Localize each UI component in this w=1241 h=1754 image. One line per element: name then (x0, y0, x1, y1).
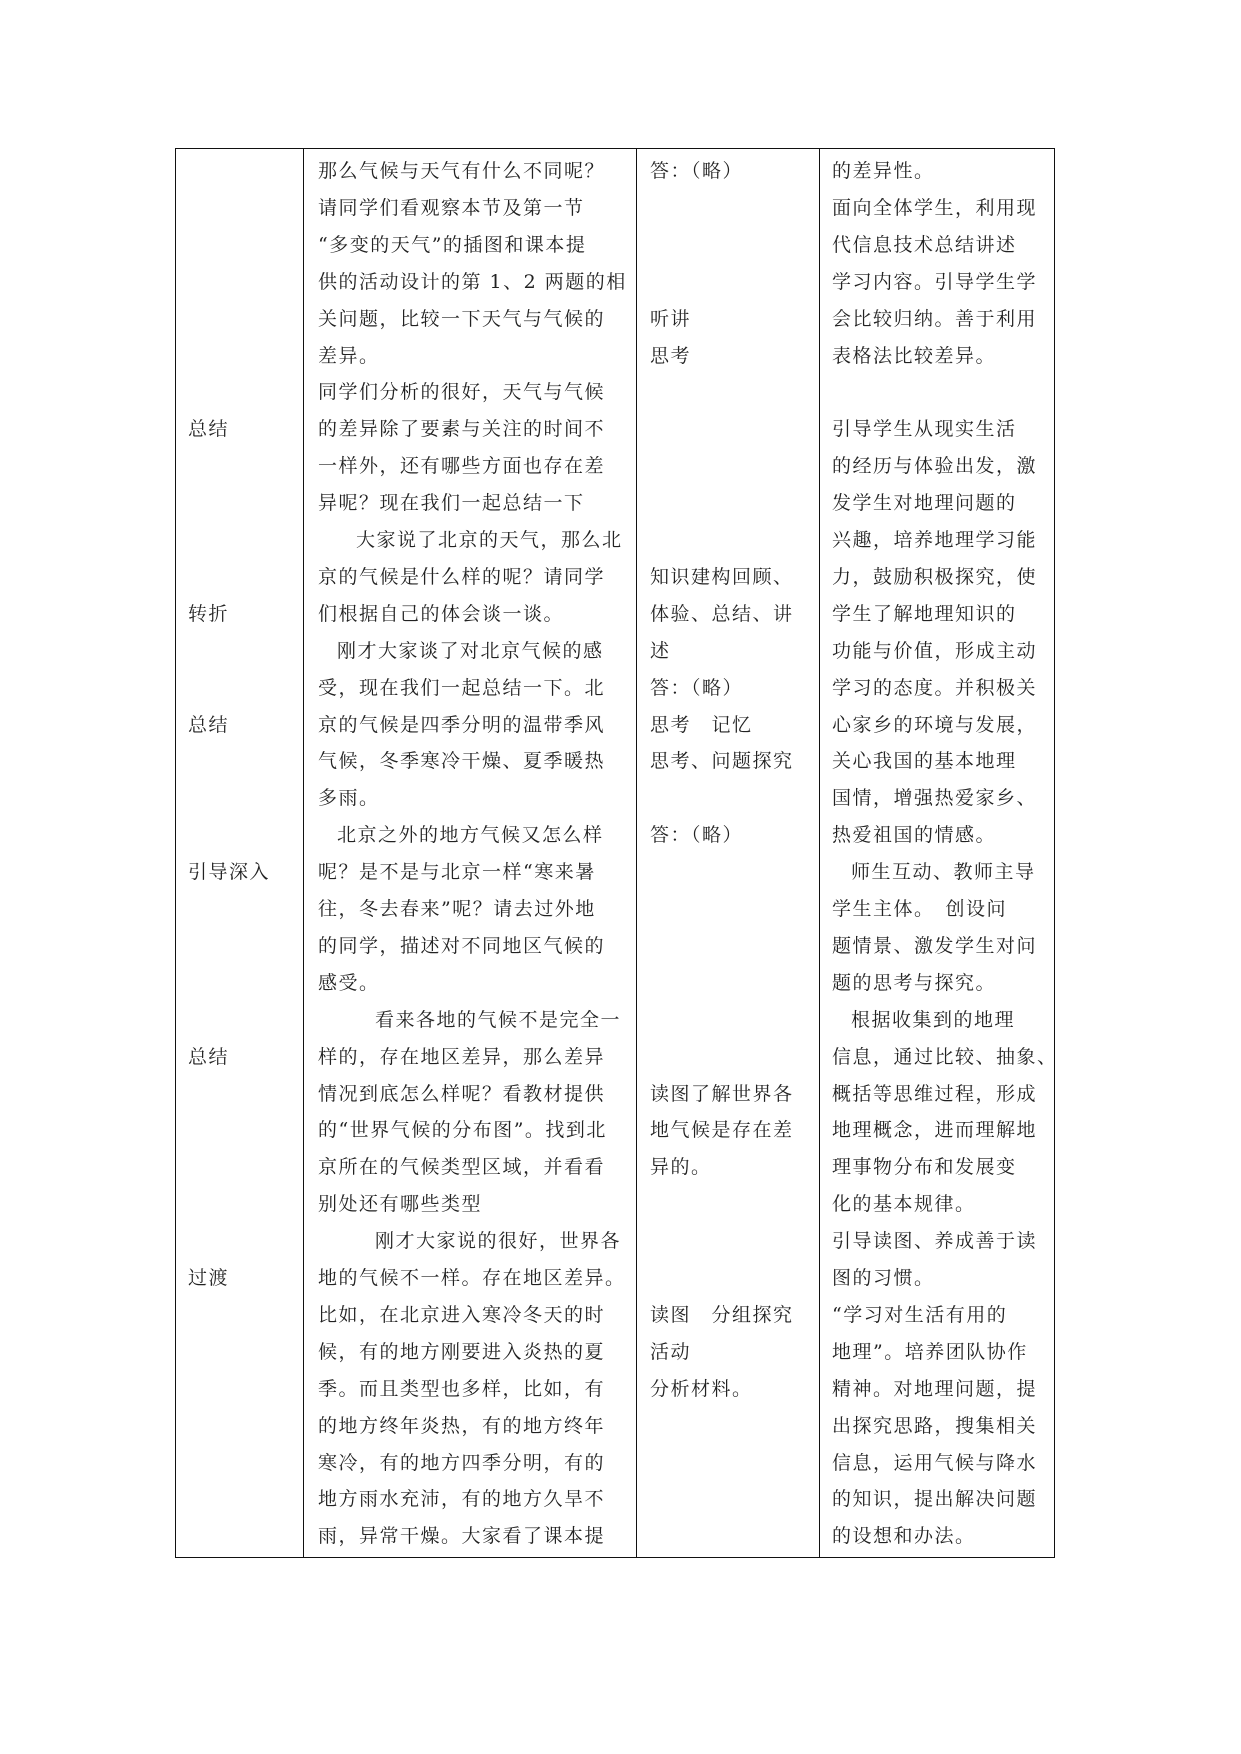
col4-text-line: 化的基本规律。 (832, 1193, 976, 1216)
col4-text-line: 题的思考与探究。 (832, 971, 997, 994)
col4-text-line: 概括等思维过程，形成 (832, 1082, 1038, 1105)
col4-text-line: 学生了解地理知识的 (832, 602, 1017, 625)
column-divider (819, 149, 820, 1557)
col2-text-line: 大家说了北京的天气，那么北 (356, 529, 623, 551)
col2-text-line: 关问题，比较一下天气与气候的 (318, 307, 606, 330)
col4-text-line: 表格法比较差异。 (832, 344, 997, 367)
col4-text-line: 地理概念，进而理解地 (832, 1119, 1038, 1142)
col1-text-line: 总结 (188, 713, 230, 736)
col2-text-line: 那么气候与天气有什么不同呢？ (318, 160, 606, 182)
col4-text-line: 题情景、激发学生对问 (832, 934, 1038, 957)
col4-text-line: 热爱祖国的情感。 (832, 824, 997, 847)
col4-text-line: 的设想和办法。 (832, 1525, 976, 1548)
col3-text-line: 地气候是存在差 (650, 1119, 794, 1142)
column-divider (636, 149, 637, 1557)
col4-text-line: 图的习惯。 (832, 1267, 935, 1289)
col2-text-line: 看来各地的气候不是完全一 (375, 1008, 622, 1031)
col4-text-line: 面向全体学生，利用现 (832, 196, 1038, 219)
col2-text-line: 的地方终年炎热，有的地方终年 (318, 1414, 606, 1437)
col1-text-line: 总结 (188, 418, 230, 441)
col2-text-line: 样的，存在地区差异，那么差异 (318, 1045, 606, 1068)
col2-text-line: 往，冬去春来”呢？请去过外地 (318, 898, 596, 920)
col4-text-line: 心家乡的环境与发展， (832, 713, 1038, 736)
col4-text-line: 引导学生从现实生活 (832, 418, 1017, 441)
col2-text-line: 气候，冬季寒冷干燥、夏季暖热 (318, 750, 606, 773)
design-intent-column (832, 149, 1058, 1557)
col4-text-line: 引导读图、养成善于读 (832, 1230, 1038, 1253)
col2-text-line: 的差异除了要素与关注的时间不 (318, 418, 606, 441)
col3-text-line: 思考 记忆 (650, 713, 753, 736)
col2-text-line: 的同学，描述对不同地区气候的 (318, 934, 606, 957)
col4-text-line: 关心我国的基本地理 (832, 750, 1017, 773)
col2-text-line: 受，现在我们一起总结一下。北 (318, 676, 606, 699)
col2-text-line: 们根据自己的体会谈一谈。 (318, 602, 565, 625)
col3-text-line: 知识建构回顾、 (650, 565, 794, 588)
col3-text-line: 读图 分组探究 (650, 1303, 794, 1326)
col1-text-line: 转折 (188, 602, 230, 625)
col3-text-line: 答：（略） (650, 676, 744, 699)
col4-text-line: 的知识，提出解决问题 (832, 1488, 1038, 1511)
col2-text-line: 季。而且类型也多样，比如，有 (318, 1377, 606, 1400)
col4-text-line: 学习的态度。并积极关 (832, 676, 1038, 699)
column-divider (303, 149, 304, 1557)
col2-text-line: 寒冷，有的地方四季分明，有的 (318, 1451, 606, 1474)
col3-text-line: 述 (650, 639, 671, 662)
col4-text-line: 师生互动、教师主导 (851, 861, 1036, 884)
col2-text-line: 京的气候是什么样的呢？请同学 (318, 565, 606, 588)
col2-text-line: 别处还有哪些类型 (318, 1193, 483, 1216)
col2-text-line: 一样外，还有哪些方面也存在差 (318, 455, 606, 478)
col4-text-line: 的经历与体验出发，激 (832, 455, 1038, 478)
col4-text-line: 的差异性。 (832, 160, 935, 182)
col2-text-line: “多变的天气”的插图和课本提 (318, 233, 587, 256)
col2-text-line: 同学们分析的很好，天气与气候 (318, 381, 606, 404)
col3-text-line: 思考 (650, 344, 692, 367)
stage-column (188, 149, 300, 1557)
col4-text-line: 学生主体。 创设问 (832, 898, 1008, 920)
lesson-plan-table (175, 148, 1058, 1558)
col4-text-line: 出探究思路，搜集相关 (832, 1414, 1038, 1437)
col4-text-line: “学习对生活有用的 (832, 1303, 1008, 1326)
col4-text-line: 信息，运用气候与降水 (832, 1451, 1038, 1474)
col3-text-line: 答：（略） (650, 824, 744, 847)
col1-text-line: 引导深入 (188, 861, 271, 884)
col2-text-line: 雨，异常干燥。大家看了课本提 (318, 1525, 606, 1548)
student-activity-column (650, 149, 816, 1557)
col4-text-line: 地理”。培养团队协作 (832, 1340, 1028, 1363)
col3-text-line: 思考、问题探究 (650, 750, 794, 773)
col4-text-line: 精神。对地理问题，提 (832, 1377, 1038, 1400)
col4-text-line: 根据收集到的地理 (851, 1008, 1016, 1031)
col2-text-line: 的“世界气候的分布图”。找到北 (318, 1119, 607, 1142)
col2-text-line: 呢？是不是与北京一样“寒来暑 (318, 861, 596, 884)
col2-text-line: 差异。 (318, 344, 380, 367)
col4-text-line: 会比较归纳。善于利用 (832, 307, 1038, 330)
col1-text-line: 总结 (188, 1045, 230, 1068)
col2-text-line: 刚才大家谈了对北京气候的感 (337, 639, 604, 662)
col2-text-line: 京的气候是四季分明的温带季风 (318, 713, 606, 736)
col4-text-line: 兴趣，培养地理学习能 (832, 529, 1038, 551)
col3-text-line: 读图了解世界各 (650, 1082, 794, 1105)
col3-text-line: 异的。 (650, 1156, 712, 1179)
col2-text-line: 地方雨水充沛，有的地方久旱不 (318, 1488, 606, 1511)
col4-text-line: 发学生对地理问题的 (832, 492, 1017, 515)
col4-text-line: 学习内容。引导学生学 (832, 270, 1038, 293)
col2-text-line: 供的活动设计的第 1、2 两题的相 (318, 270, 627, 293)
col1-text-line: 过渡 (188, 1267, 230, 1289)
col2-text-line: 请同学们看观察本节及第一节 (318, 196, 585, 219)
col2-text-line: 京所在的气候类型区域，并看看 (318, 1156, 606, 1179)
col4-text-line: 代信息技术总结讲述 (832, 233, 1017, 256)
col2-text-line: 刚才大家说的很好，世界各 (375, 1230, 622, 1253)
col2-text-line: 异呢？现在我们一起总结一下 (318, 492, 585, 515)
teacher-activity-column (318, 149, 634, 1557)
col3-text-line: 分析材料。 (650, 1377, 753, 1400)
col2-text-line: 多雨。 (318, 787, 380, 810)
col3-text-line: 体验、总结、讲 (650, 602, 794, 625)
col2-text-line: 北京之外的地方气候又怎么样 (337, 824, 604, 847)
col2-text-line: 感受。 (318, 971, 380, 994)
col4-text-line: 功能与价值，形成主动 (832, 639, 1038, 662)
col4-text-line: 理事物分布和发展变 (832, 1156, 1017, 1179)
col3-text-line: 听讲 (650, 307, 692, 330)
col4-text-line: 国情，增强热爱家乡、 (832, 787, 1038, 810)
col2-text-line: 候，有的地方刚要进入炎热的夏 (318, 1340, 606, 1363)
col3-text-line: 活动 (650, 1340, 692, 1363)
col4-text-line: 信息，通过比较、抽象、 (832, 1045, 1058, 1068)
col2-text-line: 地的气候不一样。存在地区差异。 (318, 1267, 626, 1289)
col3-text-line: 答：（略） (650, 160, 744, 182)
col2-text-line: 情况到底怎么样呢？看教材提供 (318, 1082, 606, 1105)
col2-text-line: 比如，在北京进入寒冷冬天的时 (318, 1303, 606, 1326)
col4-text-line: 力，鼓励积极探究，使 (832, 565, 1038, 588)
